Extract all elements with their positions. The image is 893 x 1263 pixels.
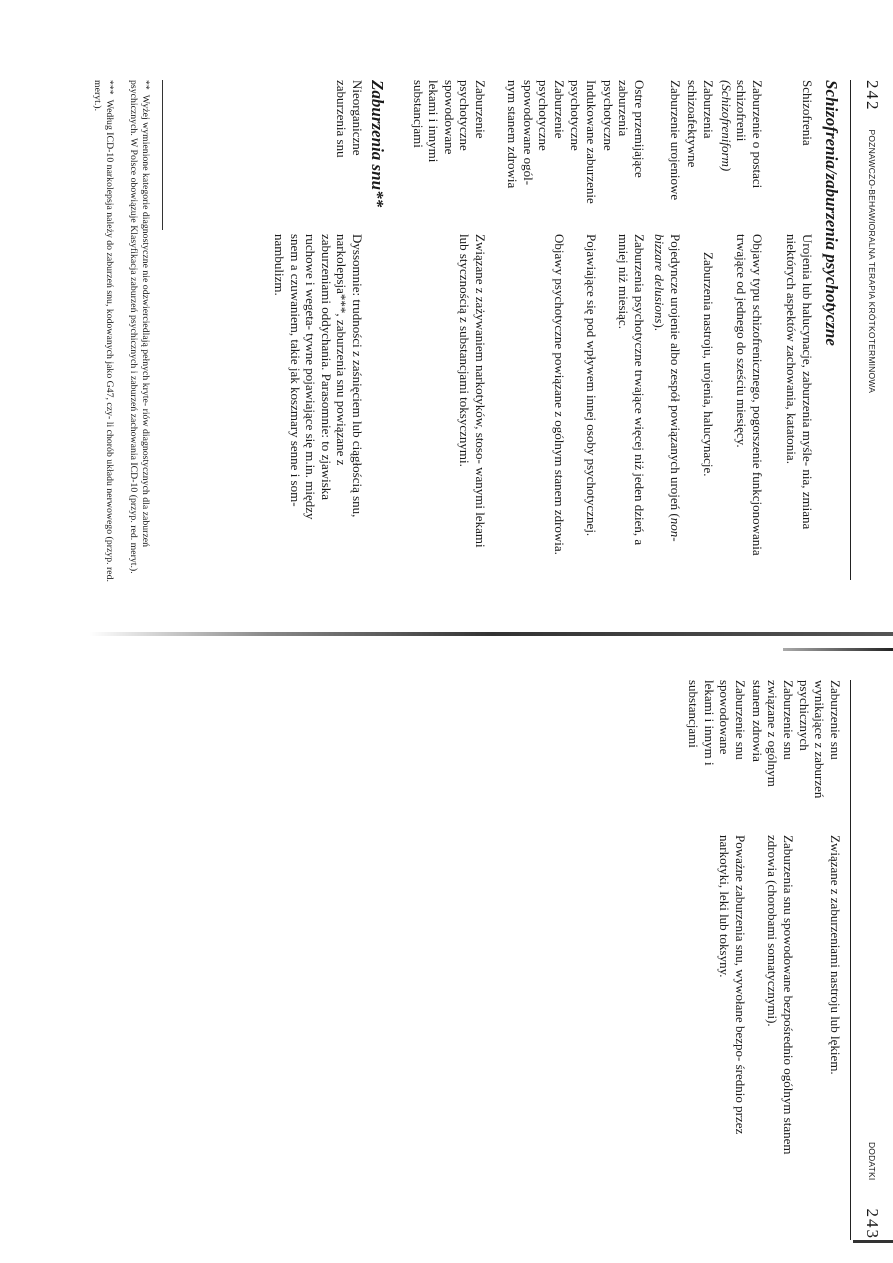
- term: Zaburzenia schizoafektywne: [685, 80, 716, 168]
- description: Zaburzenia psychotyczne trwające więcej niż jeden dzień, a mniej niż miesiąc.: [616, 234, 647, 546]
- description: Zaburzenia nastroju, urojenia, halucynacje.: [701, 252, 716, 477]
- description: Związane z zażywaniem narkotyków, stoso- wanymi lekami lub stycznością z substancjami toksycznymi.: [457, 234, 488, 548]
- section-title-sleep: Zaburzenia snu**: [368, 80, 387, 208]
- term: Zaburzenie snu wynikające z zaburzeń psychicznych: [796, 680, 843, 799]
- section-title-psychotic: Schizofrenia/zaburzenia psychotyczne: [822, 80, 841, 346]
- term: Zaburzenie snu spowodowane lekami i innym i substancjami: [686, 680, 748, 766]
- description: Związane z zaburzeniami nastroju lub lękiem.: [828, 835, 843, 1075]
- description: Pojedyncze urojenie albo zespół powiązanych urojeń (non-bizzare delusions).: [652, 234, 683, 542]
- running-head-left: [857, 80, 887, 393]
- page-number: 243: [863, 1208, 882, 1240]
- description: Zaburzenia snu spowodowane bezpośrednio ogólnym stanem zdrowia (chorobami somatycznymi).: [765, 835, 796, 1155]
- header-rule: [850, 80, 851, 580]
- footnote-text: Według ICD-10 narkolepsja należy do zaburzeń snu, kodowanych jako G47, czy- li chorób układu nerwowego (przyp. red. meryt.).: [92, 80, 115, 582]
- running-title: DODATKI: [867, 1141, 877, 1181]
- running-title: POZNAWCZO-BEHAWIORALNA TERAPIA KRÓTKOTERMINOWA: [867, 129, 877, 394]
- description: Dyssomnie: trudności z zaśnięciem lub ciągłością snu, narkolepsja***, zaburzenia snu powiązane z zaburzeniami oddychania. Parasomnie: to zjawiska ruchowe i wegeta- tywne pojawiające się m.in. między snem a czuwaniem, takie jak koszmary senne i som- nambulizm.: [272, 234, 365, 520]
- header-rule: [850, 680, 851, 1240]
- running-head-right: [857, 640, 887, 1240]
- description: Objawy psychotyczne powiązane z ogólnym stanem zdrowia.: [552, 234, 567, 555]
- term-italic: (Schizofreniform): [718, 80, 734, 172]
- term: Nieorganiczne zaburzenia snu: [334, 80, 365, 158]
- footnote-mark: ***: [104, 80, 115, 95]
- description: Urojenia lub halucynacje, zaburzenia myśle- nia, zmiana niektórych aspektów zachowania, katatonia.: [784, 234, 815, 530]
- page-243: [0, 640, 893, 1263]
- term: Ostre przemijające zaburzenia psychotyczne: [600, 80, 647, 178]
- page-242: [0, 0, 893, 620]
- term: Zaburzenie psychotyczne spowodowane lekami i innymi substancjami: [410, 80, 488, 163]
- gutter-line: [0, 632, 893, 636]
- term: Indukowane zaburzenie psychotyczne: [568, 80, 599, 204]
- description: Objawy typu schizofrenicznego, pogorszenie funkcjonowania trwające od jednego do sześciu miesięcy.: [734, 234, 765, 556]
- page-edge-mark: [853, 1240, 893, 1243]
- footnote-text: Wyżej wymienione kategorie diagnostyczne nie odzwierciedlają pełnych kryte- riów diagnostycznych dla zaburzeń psychicznych. W Polsce obowiązuje Klasyfikacja zaburzeń psychicznych i zaburzeń zachowania ICD-10 (przyp. red. meryt.).: [128, 80, 151, 574]
- term: Zaburzenie o postaci schizofrenii (Schizofreniform): [718, 80, 765, 189]
- page-number: 242: [863, 80, 882, 112]
- footnote-1: [127, 80, 151, 600]
- footnote-mark: **: [140, 80, 151, 90]
- footnote-rule: [162, 80, 163, 230]
- description: Pojawiające się pod wpływem innej osoby psychotycznej.: [584, 234, 599, 537]
- term: Zaburzenie urojeniowe: [668, 80, 683, 201]
- term: Zaburzenie snu związane z ogólnym stanem zdrowia: [749, 680, 796, 787]
- description: Poważne zaburzenia snu, wywołane bezpo- średnio przez narkotyki, leki lub toksyny.: [717, 835, 748, 1135]
- term: Schizofrenia: [800, 80, 815, 146]
- footnote-2: [91, 80, 115, 600]
- term: Zaburzenie psychotyczne spowodowane ogól- nym stanem zdrowia: [505, 80, 567, 189]
